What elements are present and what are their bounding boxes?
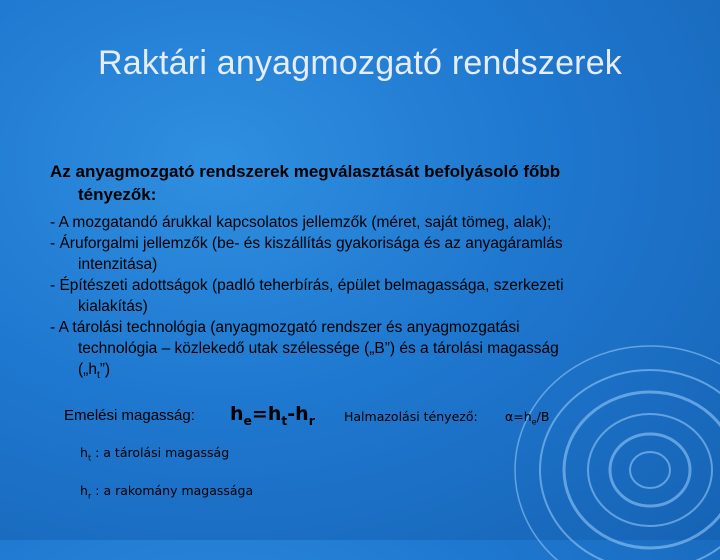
item-4-line-3: [50, 359, 680, 386]
content-body: [50, 160, 680, 386]
halm-e-sub: e: [531, 416, 537, 427]
page-title: Raktári anyagmozgató rendszerek: [97, 44, 623, 82]
def-ht-sub: t: [87, 452, 92, 463]
halm-rest: /B: [536, 409, 550, 424]
def-hr-text: : a rakomány magassága: [91, 483, 254, 498]
lead-line-1: Az anyagmozgató rendszerek megválasztását befolyásoló főbb: [50, 162, 561, 181]
def-hr-sub: r: [87, 490, 92, 501]
def-ht-h: h: [80, 445, 88, 460]
item-4-line-1: - A tárolási technológia (anyagmozgató rendszer és anyagmozgatási: [50, 319, 520, 336]
emelesi-r-sub: r: [308, 413, 315, 428]
emelesi-e-sub: e: [243, 413, 252, 428]
item-1-line-1: - A mozgatandó árukkal kapcsolatos jellemzők (méret, saját tömeg, alak);: [50, 214, 552, 231]
halm-alpha: α=h: [505, 409, 532, 424]
item-4-line-3-pre: („h: [78, 361, 97, 378]
item-2-line-2: intenzitása): [78, 256, 158, 273]
definition-hr: [80, 483, 253, 501]
item-2-line-1: - Áruforgalmi jellemzők (be- és kiszállítás gyakorisága és az anyagáramlás: [50, 235, 563, 252]
item-4-line-3-post: ”): [99, 361, 111, 378]
item-4-line-3-sub: t: [96, 370, 100, 382]
emelesi-eq: =h: [251, 403, 282, 425]
definition-ht: [80, 445, 229, 463]
item-4-line-2: technológia – közlekedő utak szélessége („B”) és a tárolási magasság: [78, 340, 559, 357]
emelesi-formula: [230, 403, 315, 428]
emelesi-minus: -h: [287, 403, 309, 425]
emelesi-label: Emelési magasság:: [64, 407, 195, 424]
emelesi-h: h: [230, 403, 244, 425]
lead-paragraph: [50, 160, 680, 206]
item-3-line-1: - Építészeti adottságok (padló teherbírás, épület belmagassága, szerkezeti: [50, 277, 564, 294]
def-ht-text: : a tárolási magasság: [91, 445, 230, 460]
lead-line-2: tényezők:: [78, 185, 157, 204]
list-item: [50, 212, 680, 233]
emelesi-t-sub: t: [281, 413, 288, 428]
list-item: [50, 317, 680, 386]
item-3-line-2: kialakítás): [78, 298, 148, 315]
halmazolasi-formula: [505, 409, 549, 427]
list-item: [50, 275, 680, 317]
halmazolasi-label: Halmazolási tényező:: [344, 409, 478, 424]
list-item: [50, 233, 680, 275]
formula-row: [64, 401, 704, 431]
def-hr-h: h: [80, 483, 88, 498]
